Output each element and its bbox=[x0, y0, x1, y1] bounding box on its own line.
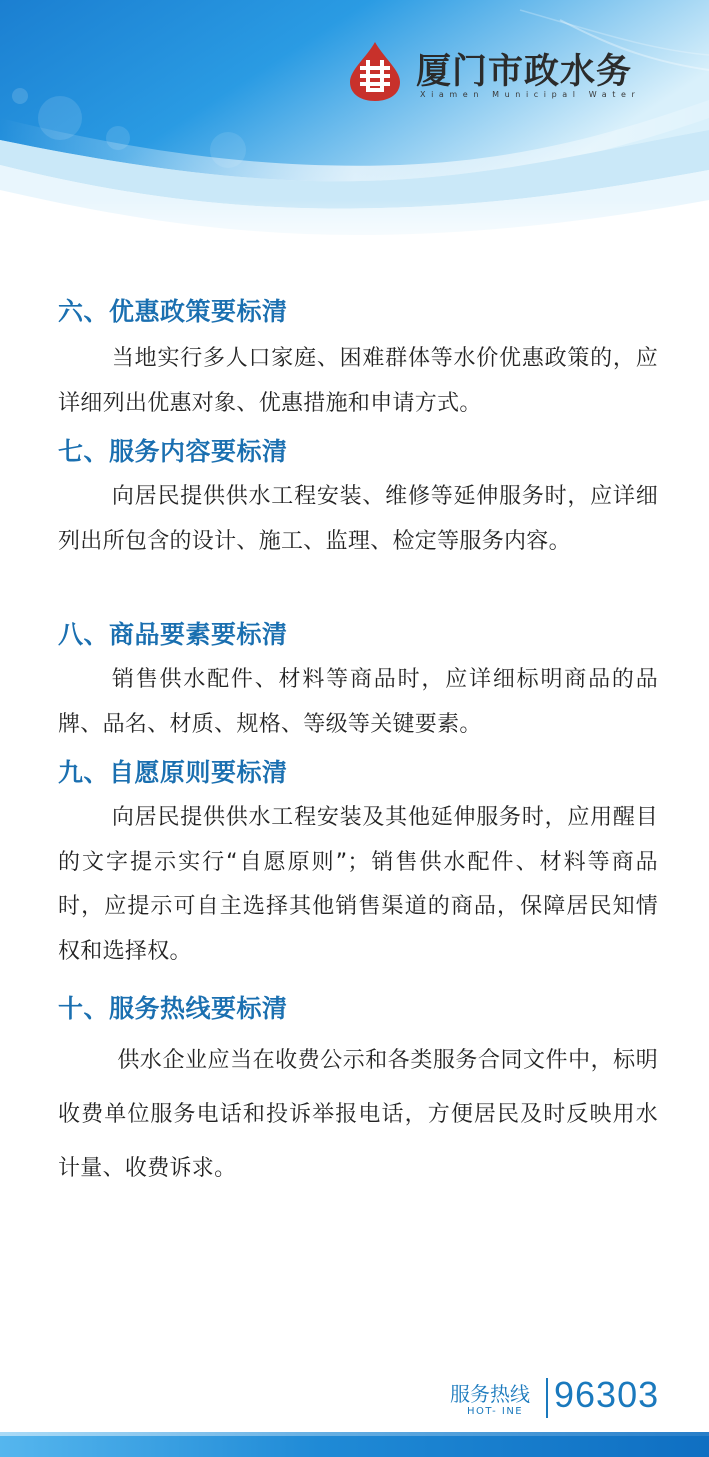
hotline-number: 96303 bbox=[554, 1374, 660, 1415]
footer-bar bbox=[0, 1432, 709, 1457]
logo bbox=[344, 40, 684, 106]
section-title-10: 十、服务热线要标清 bbox=[58, 994, 288, 1023]
section-title-6: 六、优惠政策要标清 bbox=[58, 297, 288, 326]
service-hotline bbox=[450, 1372, 690, 1422]
section-body-9: 向居民提供供水工程安装及其他延伸服务时，应用醒目的文字提示实行“自愿原则”；销售供水配件、材料等商品时，应提示可自主选择其他销售渠道的商品，保障居民知情权和选择权。 bbox=[58, 805, 658, 964]
logo-chinese-name: 厦门市政水务 bbox=[416, 51, 633, 92]
section-title-8: 八、商品要素要标清 bbox=[58, 620, 288, 649]
section-title-7: 七、服务内容要标清 bbox=[58, 437, 288, 466]
section-title-9: 九、自愿原则要标清 bbox=[58, 758, 288, 787]
water-drop-logo-icon bbox=[344, 40, 406, 102]
hotline-label-english: HOT- INE bbox=[467, 1406, 524, 1417]
section-body-6: 当地实行多人口家庭、困难群体等水价优惠政策的，应详细列出优惠对象、优惠措施和申请方式。 bbox=[58, 346, 658, 416]
header-wave-background bbox=[0, 0, 709, 260]
section-body-10: 供水企业应当在收费公示和各类服务合同文件中，标明收费单位服务电话和投诉举报电话，方便居民及时反映用水计量、收费诉求。 bbox=[58, 1048, 658, 1181]
hotline-label: 服务热线 bbox=[450, 1382, 530, 1406]
hotline-divider bbox=[546, 1378, 548, 1418]
section-body-7: 向居民提供供水工程安装、维修等延伸服务时，应详细列出所包含的设计、施工、监理、检定等服务内容。 bbox=[58, 484, 658, 554]
section-body-8: 销售供水配件、材料等商品时，应详细标明商品的品牌、品名、材质、规格、等级等关键要素。 bbox=[58, 667, 658, 737]
logo-english-name: Xiamen Municipal Water bbox=[420, 90, 641, 99]
